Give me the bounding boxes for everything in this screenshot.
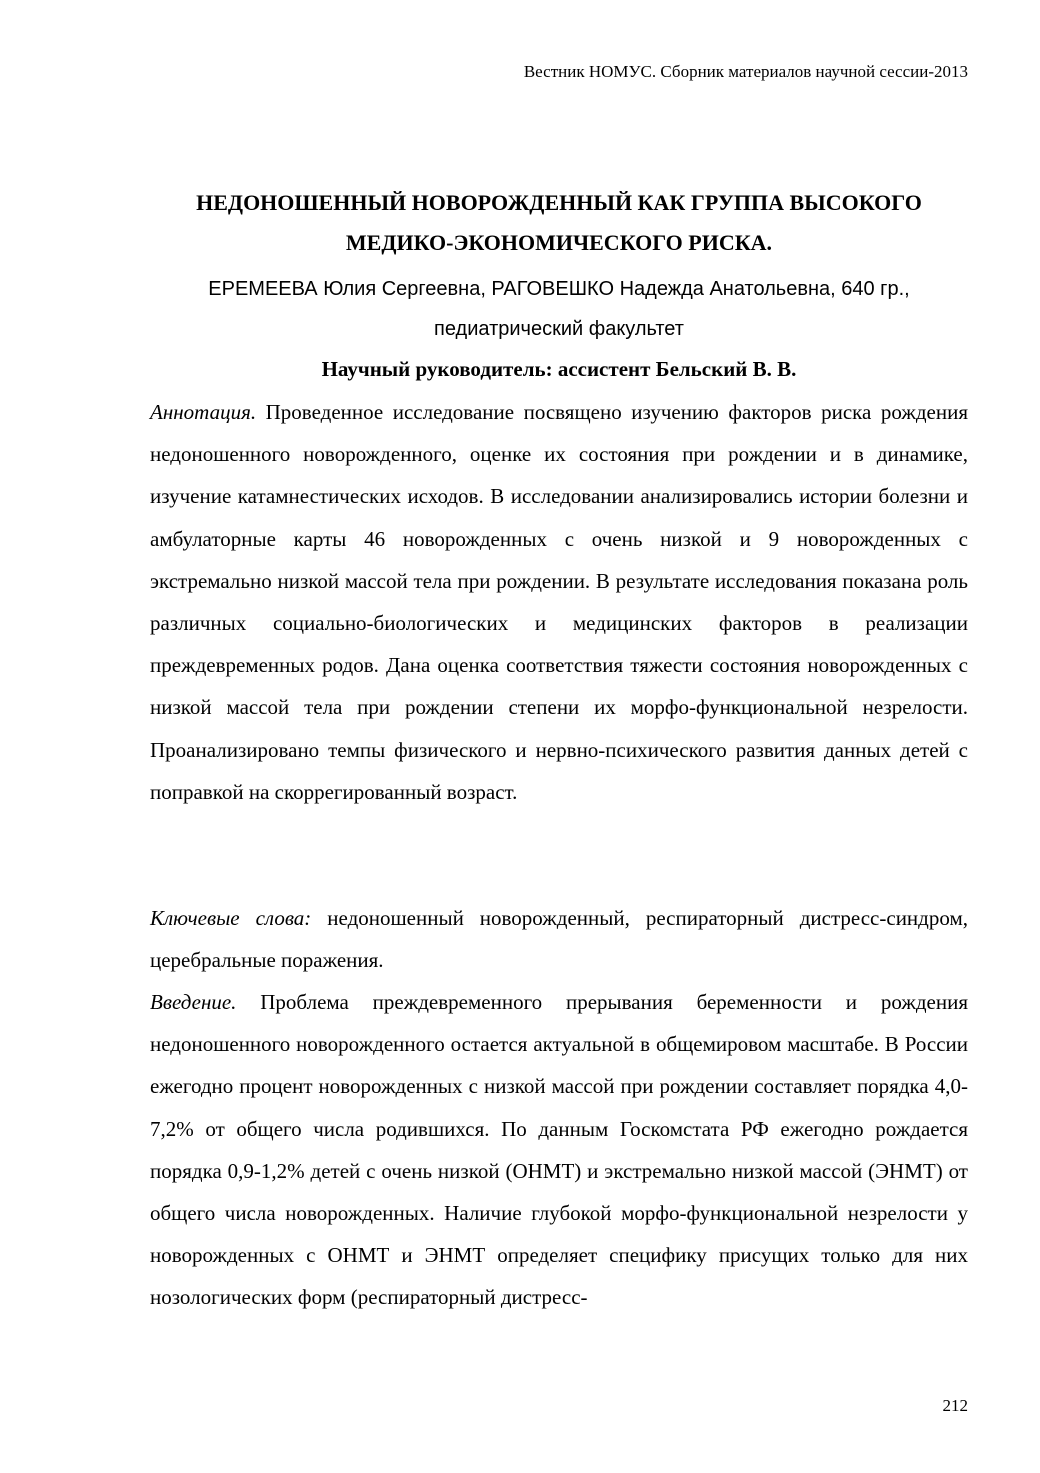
article-title-line-2: МЕДИКО-ЭКОНОМИЧЕСКОГО РИСКА. <box>345 230 773 255</box>
authors-names: ЕРЕМЕЕВА Юлия Сергеевна, РАГОВЕШКО Надежда Анатольевна, 640 гр., <box>208 278 910 300</box>
authors <box>150 269 968 349</box>
running-header: Вестник НОМУС. Сборник материалов научной сессии-2013 <box>523 62 968 81</box>
article-title <box>150 183 968 263</box>
keywords-label: Ключевые слова: <box>150 906 312 930</box>
annotation-label: Аннотация. <box>150 400 257 424</box>
article-title-line-1: НЕДОНОШЕННЫЙ НОВОРОЖДЕННЫЙ КАК ГРУППА ВЫСОКОГО <box>196 190 922 215</box>
annotation-text: Проведенное исследование посвящено изучению факторов риска рождения недоношенного новорожденного, оценке их состояния при рождении и в динамике, изучение катамнестических исходов. В исследовании анализировались истории болезни и амбулаторные карты 46 новорожденных с очень низкой и 9 новорожденных с экстремально низкой массой тела при рождении. В результате исследования показана роль различных социально-биологических и медицинских факторов в реализации преждевременных родов. Дана оценка соответствия тяжести состояния новорожденных с низкой массой тела при рождении степени их морфо-функциональной незрелости. Проанализировано темпы физического и нервно-психического развития данных детей с поправкой на скоррегированный возраст. <box>150 400 968 804</box>
keywords-paragraph <box>150 897 968 981</box>
scientific-advisor: Научный руководитель: ассистент Бельский В. В. <box>321 357 797 381</box>
keywords-text: недоношенный новорожденный, респираторный дистресс-синдром, церебральные поражения. <box>150 906 968 973</box>
introduction-label: Введение. <box>150 990 237 1014</box>
introduction-paragraph <box>150 981 968 1319</box>
authors-faculty: педиатрический факультет <box>434 318 684 340</box>
page-number: 212 <box>942 1396 968 1415</box>
introduction-text: Проблема преждевременного прерывания беременности и рождения недоношенного новорожденного остается актуальной в общемировом масштабе. В России ежегодно процент новорожденных с низкой массой при рождении составляет порядка 4,0-7,2% от общего числа родившихся. По данным Госкомстата РФ ежегодно рождается порядка 0,9-1,2% детей с очень низкой (ОНМТ) и экстремально низкой массой (ЭНМТ) от общего числа новорожденных. Наличие глубокой морфо-функциональной незрелости у новорожденных с ОНМТ и ЭНМТ определяет специфику присущих только для них нозологических форм (респираторный дистресс- <box>150 990 968 1310</box>
annotation-paragraph <box>150 391 968 813</box>
